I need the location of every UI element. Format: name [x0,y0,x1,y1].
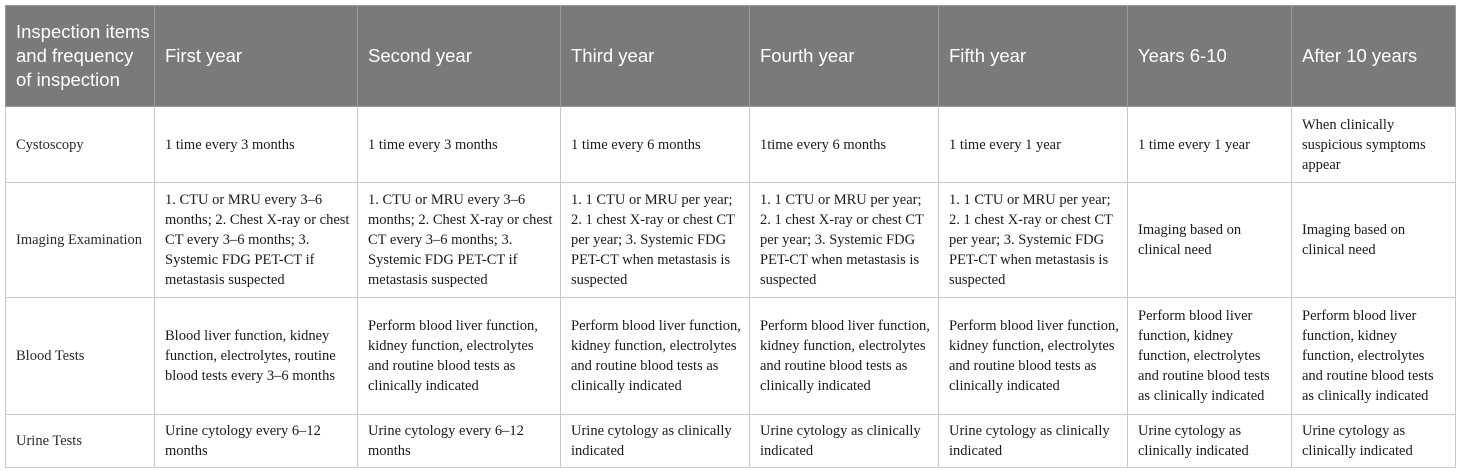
table-cell: When clinically suspicious symptoms appear [1292,107,1456,183]
header-third-year: Third year [561,6,750,107]
table-cell: 1 time every 3 months [358,107,561,183]
table-cell: Urine cytology as clinically indicated [1128,415,1292,468]
table-cell: Perform blood liver function, kidney function, electrolytes and routine blood tests as clinically indicated [750,298,939,415]
table-cell: Perform blood liver function, kidney function, electrolytes and routine blood tests as clinically indicated [1292,298,1456,415]
table-cell: Perform blood liver function, kidney function, electrolytes and routine blood tests as clinically indicated [561,298,750,415]
row-label-imaging-examination: Imaging Examination [6,183,155,298]
table-cell: Blood liver function, kidney function, electrolytes, routine blood tests every 3–6 months [155,298,358,415]
header-second-year: Second year [358,6,561,107]
follow-up-schedule-table [5,5,1456,468]
table-cell: Perform blood liver function, kidney function, electrolytes and routine blood tests as clinically indicated [358,298,561,415]
table-cell: 1 time every 3 months [155,107,358,183]
table-cell: 1. CTU or MRU every 3–6 months; 2. Chest X-ray or chest CT every 3–6 months; 3. Systemic FDG PET-CT if metastasis suspected [155,183,358,298]
table-cell: 1. 1 CTU or MRU per year; 2. 1 chest X-ray or chest CT per year; 3. Systemic FDG PET-CT when metastasis is suspected [561,183,750,298]
table-cell: 1. 1 CTU or MRU per year; 2. 1 chest X-ray or chest CT per year; 3. Systemic FDG PET-CT when metastasis is suspected [750,183,939,298]
table-cell: Urine cytology as clinically indicated [939,415,1128,468]
table-cell: Imaging based on clinical need [1128,183,1292,298]
table-cell: 1 time every 6 months [561,107,750,183]
table-row-urine-tests [6,415,1456,468]
table-row-blood-tests [6,298,1456,415]
table-cell: Perform blood liver function, kidney function, electrolytes and routine blood tests as clinically indicated [1128,298,1292,415]
row-label-cystoscopy: Cystoscopy [6,107,155,183]
table-cell: Urine cytology every 6–12 months [358,415,561,468]
header-first-year: First year [155,6,358,107]
table-cell: Urine cytology as clinically indicated [1292,415,1456,468]
row-label-blood-tests: Blood Tests [6,298,155,415]
table-cell: 1. 1 CTU or MRU per year; 2. 1 chest X-ray or chest CT per year; 3. Systemic FDG PET-CT when metastasis is suspected [939,183,1128,298]
table-row-imaging-examination [6,183,1456,298]
table-cell: 1 time every 1 year [939,107,1128,183]
table-cell: Perform blood liver function, kidney function, electrolytes and routine blood tests as clinically indicated [939,298,1128,415]
header-corner-cell: Inspection items and frequency of inspection [6,6,155,107]
table-cell: 1time every 6 months [750,107,939,183]
table-cell: 1. CTU or MRU every 3–6 months; 2. Chest X-ray or chest CT every 3–6 months; 3. Systemic FDG PET-CT if metastasis suspected [358,183,561,298]
table-cell: Urine cytology every 6–12 months [155,415,358,468]
header-fourth-year: Fourth year [750,6,939,107]
table-cell: Imaging based on clinical need [1292,183,1456,298]
row-label-urine-tests: Urine Tests [6,415,155,468]
table-row-cystoscopy [6,107,1456,183]
table-cell: Urine cytology as clinically indicated [561,415,750,468]
header-years-6-10: Years 6-10 [1128,6,1292,107]
header-after-10-years: After 10 years [1292,6,1456,107]
header-fifth-year: Fifth year [939,6,1128,107]
table-cell: 1 time every 1 year [1128,107,1292,183]
header-row [6,6,1456,107]
table-cell: Urine cytology as clinically indicated [750,415,939,468]
